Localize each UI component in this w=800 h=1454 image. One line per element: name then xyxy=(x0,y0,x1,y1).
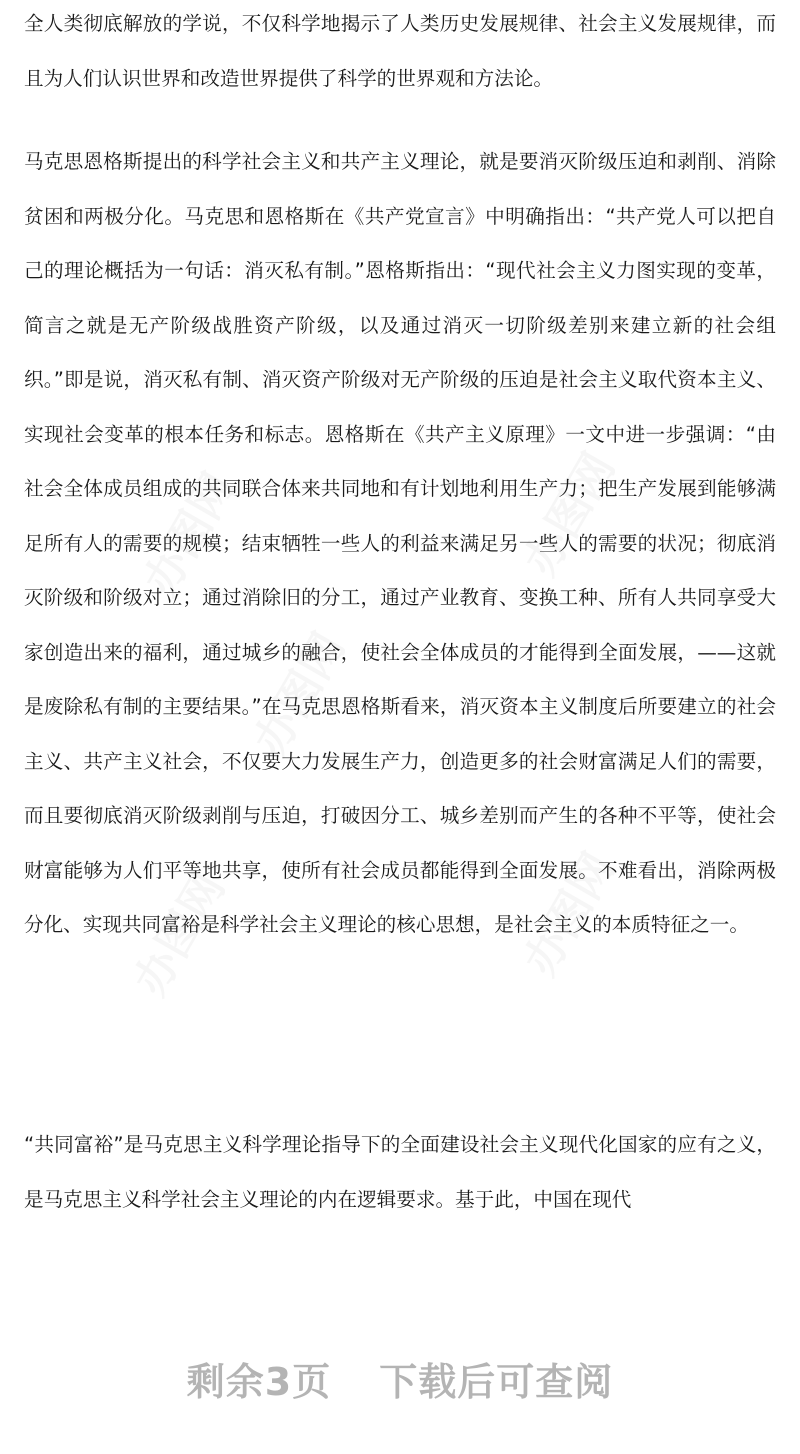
watermark-logo: 办图网 xyxy=(124,864,235,1005)
watermark-logo: 办图网 xyxy=(244,624,355,765)
watermark-logo: 办图网 xyxy=(514,844,625,985)
download-banner[interactable] xyxy=(0,1348,800,1408)
watermark-logo: 办图网 xyxy=(514,444,625,585)
download-prompt-label[interactable]: 下载后可查阅 xyxy=(379,1359,614,1404)
paragraph-3: “共同富裕”是马克思主义科学理论指导下的全面建设社会主义现代化国家的应有之义，是马克思主义科学社会主义理论的内在逻辑要求。基于此，中国在现代 xyxy=(24,1133,776,1211)
paragraph-1: 全人类彻底解放的学说，不仅科学地揭示了人类历史发展规律、社会主义发展规律，而且为人们认识世界和改造世界提供了科学的世界观和方法论。 xyxy=(24,12,776,90)
watermark-logo: 办图网 xyxy=(134,464,245,605)
paragraph-2: 马克思恩格斯提出的科学社会主义和共产主义理论，就是要消灭阶级压迫和剥削、消除贫困和两极分化。马克思和恩格斯在《共产党宣言》中明确指出：“共产党人可以把自己的理论概括为一句话：消灭私有制。”恩格斯指出：“现代社会主义力图实现的变革，简言之就是无产阶级战胜资产阶级，以及通过消灭一切阶级差别来建立新的社会组织。”即是说，消灭私有制、消灭资产阶级对无产阶级的压迫是社会主义取代资本主义、实现社会变革的根本任务和标志。恩格斯在《共产主义原理》一文中进一步强调：“由社会全体成员组成的共同联合体来共同地和有计划地利用生产力；把生产发展到能够满足所有人的需要的规模；结束牺牲一些人的利益来满足另一些人的需要的状况；彻底消灭阶级和阶级对立；通过消除旧的分工，通过产业教育、变换工种、所有人共同享受大家创造出来的福利，通过城乡的融合，使社会全体成员的才能得到全面发展，——这就是废除私有制的主要结果。”在马克思恩格斯看来，消灭资本主义制度后所要建立的社会主义、共产主义社会，不仅要大力发展生产力，创造更多的社会财富满足人们的需要，而且要彻底消灭阶级剥削与压迫，打破因分工、城乡差别而产生的各种不平等，使社会财富能够为人们平等地共享，使所有社会成员都能得到全面发展。不难看出，消除两极分化、实现共同富裕是科学社会主义理论的核心思想，是社会主义的本质特征之一。 xyxy=(24,150,776,936)
remaining-pages-label[interactable]: 剩余3页 xyxy=(186,1359,332,1404)
